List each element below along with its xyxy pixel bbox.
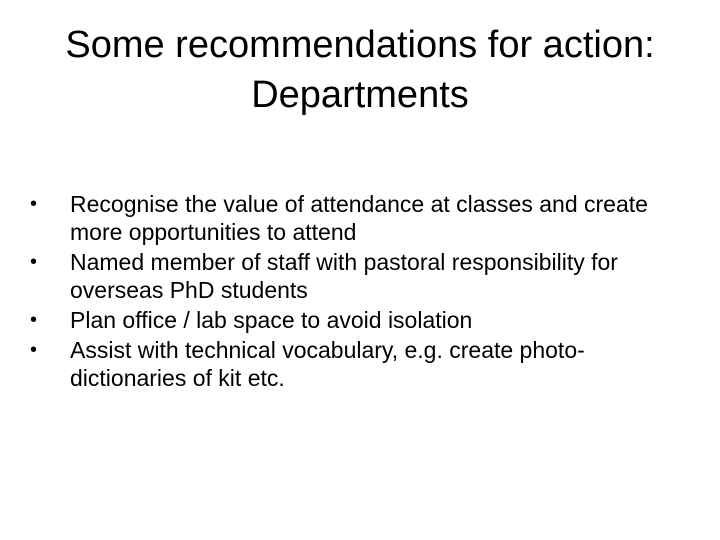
bullet-text: Plan office / lab space to avoid isolation — [70, 307, 473, 333]
bullet-item — [30, 190, 700, 246]
bullet-text: Assist with technical vocabulary, e.g. create photo-dictionaries of kit etc. — [70, 337, 585, 391]
bullet-dot-icon: • — [30, 193, 38, 215]
bullet-list — [30, 190, 700, 394]
slide-title-line-1: Some recommendations for action: — [65, 24, 655, 66]
bullet-dot-icon: • — [30, 309, 38, 331]
bullet-dot-icon: • — [30, 251, 38, 273]
bullet-dot-icon: • — [30, 339, 38, 361]
bullet-item — [30, 306, 700, 334]
bullet-item — [30, 248, 700, 304]
bullet-text: Recognise the value of attendance at classes and create more opportunities to attend — [70, 191, 648, 245]
slide-title — [0, 20, 720, 120]
bullet-item — [30, 336, 700, 392]
slide-title-line-2: Departments — [251, 74, 469, 116]
bullet-text: Named member of staff with pastoral responsibility for overseas PhD students — [70, 249, 618, 303]
